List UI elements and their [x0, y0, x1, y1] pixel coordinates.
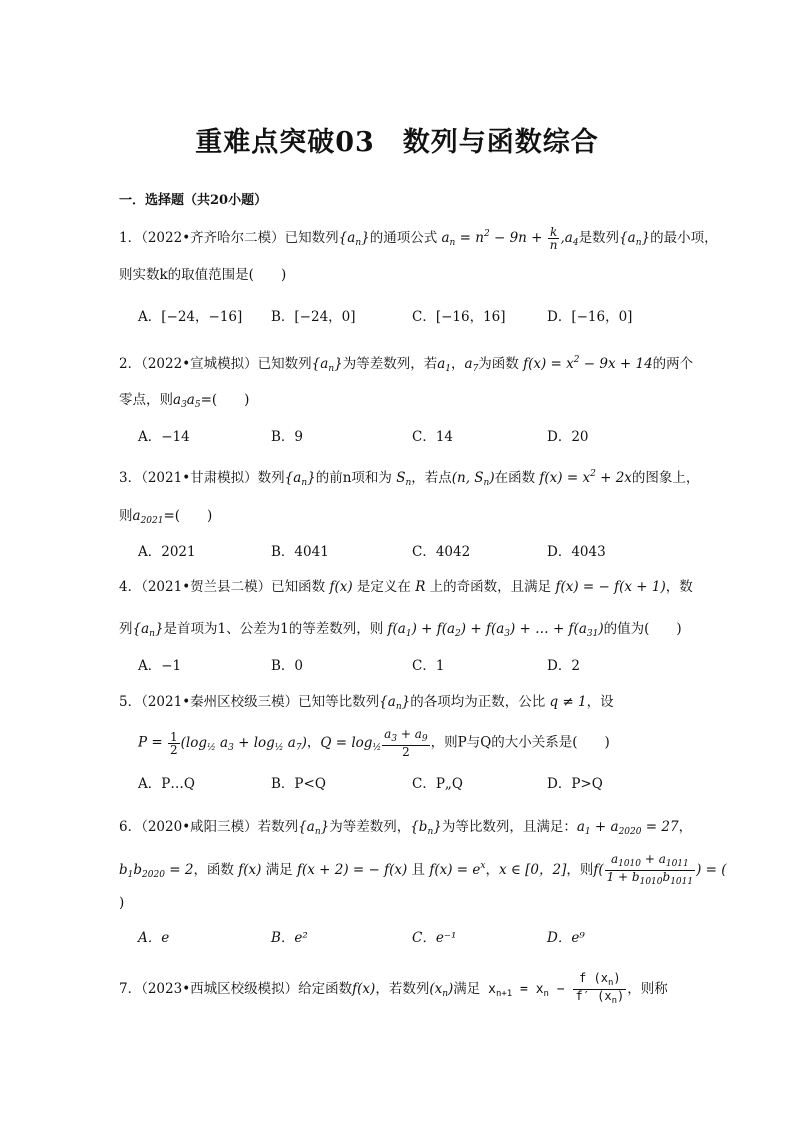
q1-option-d[interactable]: D．[−16，0] — [547, 309, 633, 325]
q1-option-b[interactable]: B．[−24，0] — [271, 309, 356, 325]
q4-option-c[interactable]: C．1 — [412, 658, 445, 674]
question-5-line-1: 5．（2021•秦州区校级三模）已知等比数列$\{a_n\}$的各项均为正数，公比 q ≠ 1，设 — [119, 694, 614, 712]
question-6-line-3: ) — [119, 895, 125, 911]
question-4-line-1: 4．（2021•贺兰县二模）已知函数 f(x) 是定义在 R 上的奇函数，且满足 f(x) = − f(x + 1)，数 — [119, 579, 693, 595]
q4-option-a[interactable]: A．−1 — [138, 658, 182, 674]
question-1-line-1: 1．（2022•齐齐哈尔二模）已知数列$\{a_n\}$的通项公式 $a_n = n^2 - 9n$ + $\frac{k}{n}$ $,a_4$是数列$\{a_n\}$的最小项， — [119, 225, 718, 252]
q1-option-a[interactable]: A．[−24，−16] — [138, 309, 243, 325]
question-4-line-2: 列$\{a_n\}$是首项为1、公差为1的等差数列，则 $f(a_1) + f(a_2) + f(a_3)$ + … + $f(a_{31})$的值为( ) — [119, 621, 682, 639]
question-3-line-1: 3．（2021•甘肃模拟）数列$\{a_n\}$的前n项和为 $S_n$，若点(n, $S_n$)在函数 $f(x) = x^2 + 2x$的图象上， — [119, 469, 700, 488]
q3-option-a[interactable]: A．2021 — [138, 544, 196, 560]
q3-option-d[interactable]: D．4043 — [547, 544, 606, 560]
q5-option-d[interactable]: D．P>Q — [547, 776, 603, 792]
q2-option-b[interactable]: B．9 — [271, 429, 304, 445]
question-5-line-2: P = $\frac{1}{2}$ ($\log_{\frac{1}{2}}$ $a_3 + \log_{\frac{1}{2}} a_7$)，$Q = \log_{\frac{1}{2}}$ $\frac{a_3 + a_9}{2}$ ，则P与Q的大小关系是( ) — [138, 727, 610, 759]
q6-option-d[interactable]: D．e⁹ — [547, 930, 585, 946]
q2-option-a[interactable]: A．−14 — [138, 429, 190, 445]
q5-option-c[interactable]: C．P„Q — [412, 776, 463, 792]
q6-option-c[interactable]: C．e⁻¹ — [412, 930, 457, 946]
q3-option-c[interactable]: C．4042 — [412, 544, 471, 560]
question-2-line-2: 零点，则$a_3a_5=$( ) — [119, 392, 250, 410]
section-heading: 一．选择题（共20小题） — [119, 193, 268, 208]
question-3-line-2: 则$a_{2021}=$( ) — [119, 508, 213, 526]
q5-option-b[interactable]: B．P<Q — [271, 776, 326, 792]
question-6-line-2: $b_1b_{2020} = 2$，函数 f(x) 满足 f(x + 2) = − f(x) 且 $f(x) = e^x$，x ∈ [0，2]，则f( $\frac{a_{1010} + a_{1011}}{1 + b_{1010}b_{1011}}$ ) = ( — [119, 852, 727, 887]
q6-option-a[interactable]: A．e — [138, 930, 170, 946]
question-2-line-1: 2．（2022•宣城模拟）已知数列$\{a_n\}$为等差数列，若$a_1$，$a_7$为函数 $f(x) = x^2 - 9x + 14$的两个 — [119, 355, 694, 374]
page-title: 重难点突破03 数列与函数综合 — [195, 127, 599, 158]
q3-option-b[interactable]: B．4041 — [271, 544, 329, 560]
q2-option-d[interactable]: D．20 — [547, 429, 589, 445]
q1-option-c[interactable]: C．[−16，16] — [412, 309, 506, 325]
q5-option-a[interactable]: A．P…Q — [138, 776, 195, 792]
q6-option-b[interactable]: B．e² — [271, 930, 308, 946]
q2-option-c[interactable]: C．14 — [412, 429, 454, 445]
q4-option-d[interactable]: D．2 — [547, 658, 580, 674]
q4-option-b[interactable]: B．0 — [271, 658, 304, 674]
question-1-line-2: 则实数k的取值范围是( ) — [119, 267, 287, 283]
question-7-line-1: 7．（2023•西城区校级模拟）给定函数f(x)，若数列$(x_n)$满足 $x_{n+1} = x_n$ − $\frac{f (x_n)}{f' (x_n)}$ ，则称 — [119, 971, 668, 1006]
question-6-line-1: 6．（2020•咸阳三模）若数列$\{a_n\}$为等差数列，$\{b_n\}$为等比数列，且满足：$a_1 + a_{2020} = 27$， — [119, 819, 693, 837]
